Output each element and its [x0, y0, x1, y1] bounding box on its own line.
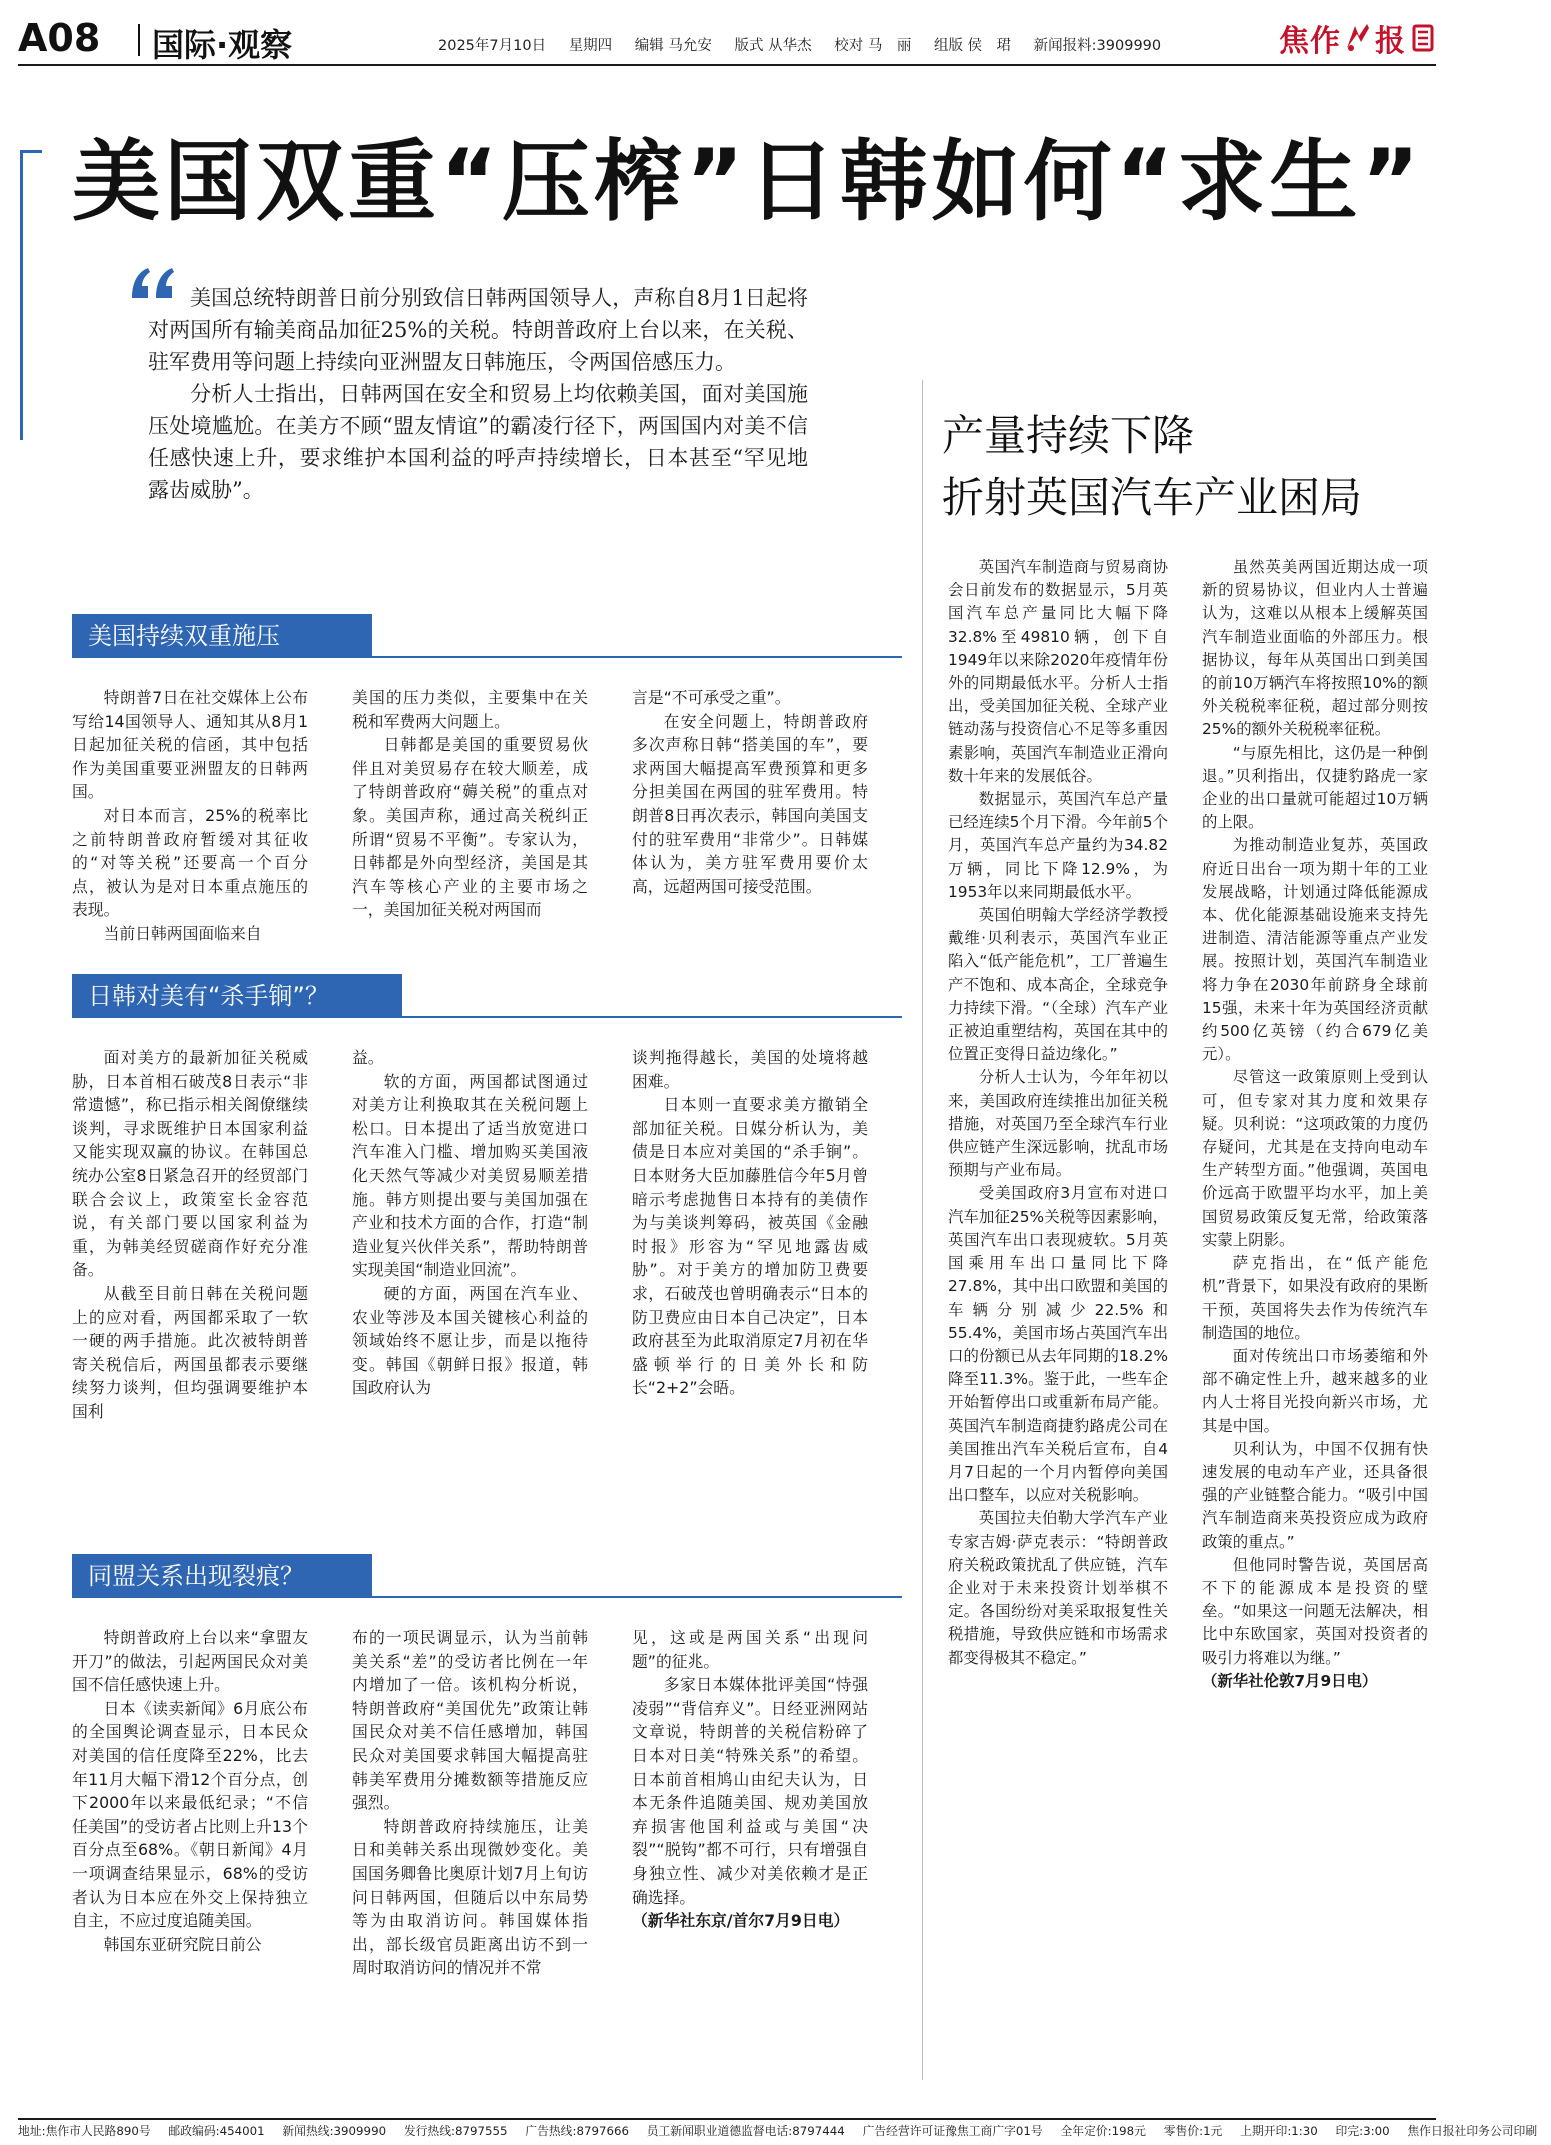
article-byline: （新华社东京/首尔7月9日电） — [632, 1911, 850, 1931]
logo-text-left: 焦作 — [1279, 24, 1341, 59]
paragraph: 虽然英美两国近期达成一项新的贸易协议，但业内人士普遍认为，这难以从根本上缓解英国汽车制造业面临的外部压力。根据协议，每年从英国出口到美国的前10万辆汽车将按照10%的额外关税税率征税，超过部分则按25%的额外关税税率征税。 — [1202, 558, 1428, 739]
footer-postcode: 邮政编码:454001 — [168, 2124, 265, 2138]
paragraph: 特朗普政府上台以来“拿盟友开刀”的做法，引起两国民众对美国不信任感快速上升。 — [72, 1628, 308, 1695]
headline-accent-rule — [20, 150, 23, 440]
paragraph: 面对传统出口市场萎缩和外部不确定性上升，越来越多的业内人士将目光投向新兴市场，尤其是中国。 — [1202, 1346, 1428, 1435]
sidebar-column — [1202, 556, 1428, 1693]
paragraph: 多家日本媒体批评美国“恃强凌弱”“背信弃义”。日经亚洲网站文章说，特朗普的关税信粉碎了日本对日美“特殊关系”的希望。日本前首相鸠山由纪夫认为，日本无条件追随美国、规劝美国放弃损害他国利益或与美国“决裂”“脱钩”都不可行，只有增强自身独立性、减少对美依赖才是正确选择。 — [632, 1675, 868, 1907]
article-column — [72, 1626, 308, 1956]
paragraph: 分析人士认为，今年年初以来，美国政府连续推出加征关税措施，对英国乃至全球汽车行业供应链产生深远影响，扰乱市场预期与产业布局。 — [948, 1068, 1168, 1180]
paragraph: 特朗普7日在社交媒体上公布写给14国领导人、通知其从8月1日起加征关税的信函，其中包括作为美国重要亚洲盟友的日韩两国。 — [72, 688, 308, 802]
lead-paragraph: 美国总统特朗普日前分别致信日韩两国领导人，声称自8月1日起将对两国所有输美商品加征25%的关税。特朗普政府上台以来，在关税、驻军费用等问题上持续向亚洲盟友日韩施压，令两国倍感压力。 — [148, 286, 808, 374]
footer-ad-hotline: 广告热线:8797666 — [525, 2124, 629, 2138]
paragraph: 特朗普政府持续施压，让美日和美韩关系出现微妙变化。美国国务卿鲁比奥原计划7月上旬访问日韩两国，但随后以中东局势等为由取消访问。韩国媒体指出，部长级官员距离出访不到一周时取消访问的情况并不常 — [352, 1816, 588, 1978]
lead-paragraph: 分析人士指出，日韩两国在安全和贸易上均依赖美国，面对美国施压处境尴尬。在美方不顾“盟友情谊”的霸凌行径下，两国国内对美不信任感快速上升，要求维护本国利益的呼声持续增长，日本甚至“罕见地露齿威胁”。 — [148, 382, 808, 502]
article-column — [632, 686, 868, 898]
article-column — [352, 1626, 588, 1980]
page-number: A08 — [18, 16, 101, 60]
footer-ad-license: 广告经营许可证豫焦工商广字01号 — [862, 2124, 1043, 2138]
section-name: 国际·观察 — [152, 26, 293, 64]
paragraph: 日本则一直要求美方撤销全部加征关税。日媒分析认为，美债是日本应对美国的“杀手锏”。日本财务大臣加藤胜信今年5月曾暗示考虑抛售日本持有的美债作为与美谈判筹码，被英国《金融时报》形容为“罕见地露齿威胁”。对于美方的增加防卫费要求，石破茂也曾明确表示“日本的防卫费应由日本自己决定”，日本政府甚至为此取消原定7月初在华盛顿举行的日美外长和防长“2+2”会晤。 — [632, 1095, 868, 1398]
paragraph: 英国伯明翰大学经济学教授戴维·贝利表示，英国汽车业正陷入“低产能危机”，工厂普遍生产不饱和、成本高企，全球竞争力持续下滑。“（全球）汽车产业正被迫重塑结构，英国在其中的位置正变得日益边缘化。” — [948, 906, 1168, 1064]
lead-paragraphs — [148, 282, 808, 506]
paragraph: “与原先相比，这仍是一种倒退。”贝利指出，仅捷豹路虎一家企业的出口量就可能超过10万辆的上限。 — [1202, 743, 1428, 832]
footer-price-single: 零售价:1元 — [1163, 2124, 1223, 2138]
proofreader-credit: 校对 马 丽 — [834, 38, 912, 54]
paragraph: 硬的方面，两国在汽车业、农业等涉及本国关键核心利益的领域始终不愿让步，而是以拖待变。韩国《朝鲜日报》报道，韩国政府认为 — [352, 1283, 588, 1398]
article-column — [72, 686, 308, 946]
paragraph: 当前日韩两国面临来自 — [103, 923, 262, 943]
paragraph: 美国的压力类似，主要集中在关税和军费两大问题上。 — [352, 688, 588, 731]
footer-address: 地址:焦作市人民路890号 — [18, 2124, 151, 2138]
paragraph: 但他同时警告说，英国居高不下的能源成本是投资的壁垒。“如果这一问题无法解决，相比中东欧国家，英国对投资者的吸引力将难以为继。” — [1202, 1555, 1428, 1667]
section-heading-rule — [72, 656, 902, 658]
section-heading: 同盟关系出现裂痕？ — [72, 1554, 372, 1598]
sidebar-byline: （新华社伦敦7月9日电） — [1202, 1671, 1378, 1690]
paragraph: 英国拉夫伯勒大学汽车产业专家吉姆·萨克表示：“特朗普政府关税政策扰乱了供应链，汽车企业对于未来投资计划举棋不定。各国纷纷对美采取报复性关税措施，导致供应链和市场需求都变得极其不稳定。” — [948, 1509, 1168, 1667]
paragraph: 言是“不可承受之重”。 — [632, 688, 791, 707]
article-column — [352, 686, 588, 922]
footer-price-full: 全年定价:198元 — [1060, 2124, 1146, 2138]
logo-text-right: 报 — [1375, 24, 1406, 59]
section-heading: 美国持续双重施压 — [72, 614, 372, 658]
section-heading-rule — [72, 1016, 902, 1018]
paragraph: 数据显示，英国汽车总产量已经连续5个月下滑。今年前5个月，英国汽车总产量约为34.82万辆，同比下降12.9%，为1953年以来同期最低水平。 — [948, 790, 1168, 901]
section-heading: 日韩对美有“杀手锏”？ — [72, 974, 402, 1018]
newspaper-logo — [1279, 18, 1432, 58]
footer-ethics: 员工新闻职业道德监督电话:8797444 — [646, 2124, 845, 2138]
footer-news-hotline: 新闻热线:3909990 — [282, 2124, 387, 2138]
section-heading-rule — [72, 1596, 902, 1598]
sidebar-headline-line1: 产量持续下降 — [942, 411, 1195, 460]
column-separator — [922, 380, 923, 2080]
editor-credit: 编辑 马允安 — [634, 38, 712, 54]
footer-printer: 焦作日报社印务公司印刷 — [1407, 2124, 1538, 2138]
paragraph: 谈判拖得越长，美国的处境将越困难。 — [632, 1048, 868, 1091]
paragraph: 日韩都是美国的重要贸易伙伴且对美贸易存在较大顺差，成了特朗普政府“薅关税”的重点对象。美国声称，通过高关税纠正所谓“贸易不平衡”。专家认为，日韩都是外向型经济，美国是其汽车等核心产业的主要市场之一，美国加征关税对两国而 — [352, 735, 588, 920]
footer-print-finish: 印完:3:00 — [1335, 2124, 1390, 2138]
designer-credit: 组版 侯 珺 — [933, 38, 1012, 54]
paragraph: 韩国东亚研究院日前公 — [103, 1934, 262, 1954]
paragraph: 从截至目前日韩在关税问题上的应对看，两国都采取了一软一硬的两手措施。此次被特朗普寄关税信后，两国虽都表示要继续努力谈判，但均强调要维护本国利 — [72, 1283, 308, 1421]
masthead-meta — [438, 34, 1179, 55]
issue-date: 2025年7月10日 — [438, 38, 547, 54]
page-footer — [18, 2118, 1538, 2140]
paragraph: 为推动制造业复苏，英国政府近日出台一项为期十年的工业发展战略，计划通过降低能源成本、优化能源基础设施来支持先进制造、清洁能源等重点产业发展。按照计划，英国汽车制造业将力争在2030年前跻身全球前15强，未来十年为英国经济贡献约500亿英镑（约合679亿美元）。 — [1202, 836, 1428, 1064]
article-column — [72, 1046, 308, 1424]
logo-emblem-icon — [1343, 22, 1373, 54]
sidebar-headline — [942, 405, 1442, 529]
news-hotline: 新闻报料:3909990 — [1033, 38, 1162, 54]
paragraph: 日本《读卖新闻》6月底公布的全国舆论调查显示，日本民众对美国的信任度降至22%，比去年11月大幅下滑12个百分点，创下2000年以来最低纪录；“不信任美国”的受访者占比则上升13个百分点至68%。《朝日新闻》4月一项调查结果显示，68%的受访者认为日本应在外交上保持独立自主，不应过度追随美国。 — [72, 1698, 308, 1931]
issue-weekday: 星期四 — [568, 38, 613, 54]
paragraph: 受美国政府3月宣布对进口汽车加征25%关税等因素影响，英国汽车出口表现疲软。5月英国乘用车出口量同比下降27.8%，其中出口欧盟和美国的车辆分别减少22.5%和55.4%，美国市场占英国汽车出口的份额已从去年同期的18.2%降至11.3%。鉴于此，一些车企开始暂停出口或重新布局产能。英国汽车制造商捷豹路虎公司在美国推出汽车关税后宣布，自4月7日起的一个月内暂停向美国出口整车，以应对关税影响。 — [948, 1184, 1168, 1505]
sidebar-column — [948, 556, 1168, 1670]
main-headline: 美国双重“压榨”日韩如何“求生” — [72, 130, 1424, 233]
footer-print-start: 上期开印:1:30 — [1240, 2124, 1318, 2138]
sidebar-headline-line2: 折射英国汽车产业困局 — [942, 473, 1363, 522]
paragraph: 萨克指出，在“低产能危机”背景下，如果没有政府的果断干预，英国将失去作为传统汽车制造国的地位。 — [1202, 1254, 1428, 1342]
paragraph: 益。 — [352, 1048, 384, 1067]
article-column — [352, 1046, 588, 1400]
masthead — [18, 10, 1436, 66]
paragraph: 尽管这一政策原则上受到认可，但专家对其力度和效果存疑。贝利说：“这项政策的力度仍存疑问，尤其是在支持向电动车生产转型方面。”他强调，英国电价远高于欧盟平均水平，加上美国贸易政策反复无常，给政策落实蒙上阴影。 — [1202, 1068, 1428, 1249]
paragraph: 见，这或是两国关系“出现问题”的征兆。 — [632, 1628, 868, 1671]
article-column — [632, 1626, 868, 1933]
paragraph: 布的一项民调显示，认为当前韩美关系“差”的受访者比例在一年内增加了一倍。该机构分析说，特朗普政府“美国优先”政策让韩国民众对美不信任感增加，韩国民众对美国要求韩国大幅提高驻韩美军费用分摊数额等措施反应强烈。 — [352, 1628, 588, 1813]
paragraph: 英国汽车制造商与贸易商协会日前发布的数据显示，5月英国汽车总产量同比大幅下降32.8%至49810辆，创下自1949年以来除2020年疫情年份外的同期最低水平。分析人士指出，受美国加征关税、全球产业链动荡与投资信心不足等多重因素影响，英国汽车制造业正滑向数十年来的发展低谷。 — [948, 558, 1168, 785]
masthead-divider — [138, 24, 140, 56]
paragraph: 面对美方的最新加征关税威胁，日本首相石破茂8日表示“非常遗憾”，称已指示相关阁僚继续谈判，寻求既维护日本国家利益又能实现双赢的协议。在韩国总统办公室8日紧急召开的经贸部门联合会议上，政策室长金容范说，有关部门要以国家利益为重，为韩美经贸磋商作好充分准备。 — [72, 1048, 308, 1280]
article-column — [632, 1046, 868, 1400]
paragraph: 软的方面，两国都试图通过对美方让利换取其在关税问题上松口。日本提出了适当放宽进口汽车准入门槛、增加购买美国液化天然气等减少对美贸易顺差措施。韩方则提出要与美国加强在产业和技术方面的合作，打造“制造业复兴伙伴关系”，帮助特朗普实现美国“制造业回流”。 — [352, 1071, 588, 1280]
logo-seal-icon — [1408, 22, 1430, 54]
headline-accent-corner — [20, 150, 42, 153]
footer-distribution: 发行热线:8797555 — [403, 2124, 508, 2138]
layout-credit: 版式 从华杰 — [734, 38, 812, 54]
paragraph: 贝利认为，中国不仅拥有快速发展的电动车产业，还具备很强的产业链整合能力。“吸引中国汽车制造商来英投资应成为政府政策的重点。” — [1202, 1439, 1428, 1551]
paragraph: 对日本而言，25%的税率比之前特朗普政府暂缓对其征收的“对等关税”还要高一个百分点，被认为是对日本重点施压的表现。 — [72, 805, 308, 920]
paragraph: 在安全问题上，特朗普政府多次声称日韩“搭美国的车”，要求两国大幅提高军费预算和更多分担美国在两国的驻军费用。特朗普8日再次表示，韩国向美国支付的驻军费用“非常少”。日韩媒体认为，美方驻军费用要价太高，远超两国可接受范围。 — [632, 711, 868, 896]
